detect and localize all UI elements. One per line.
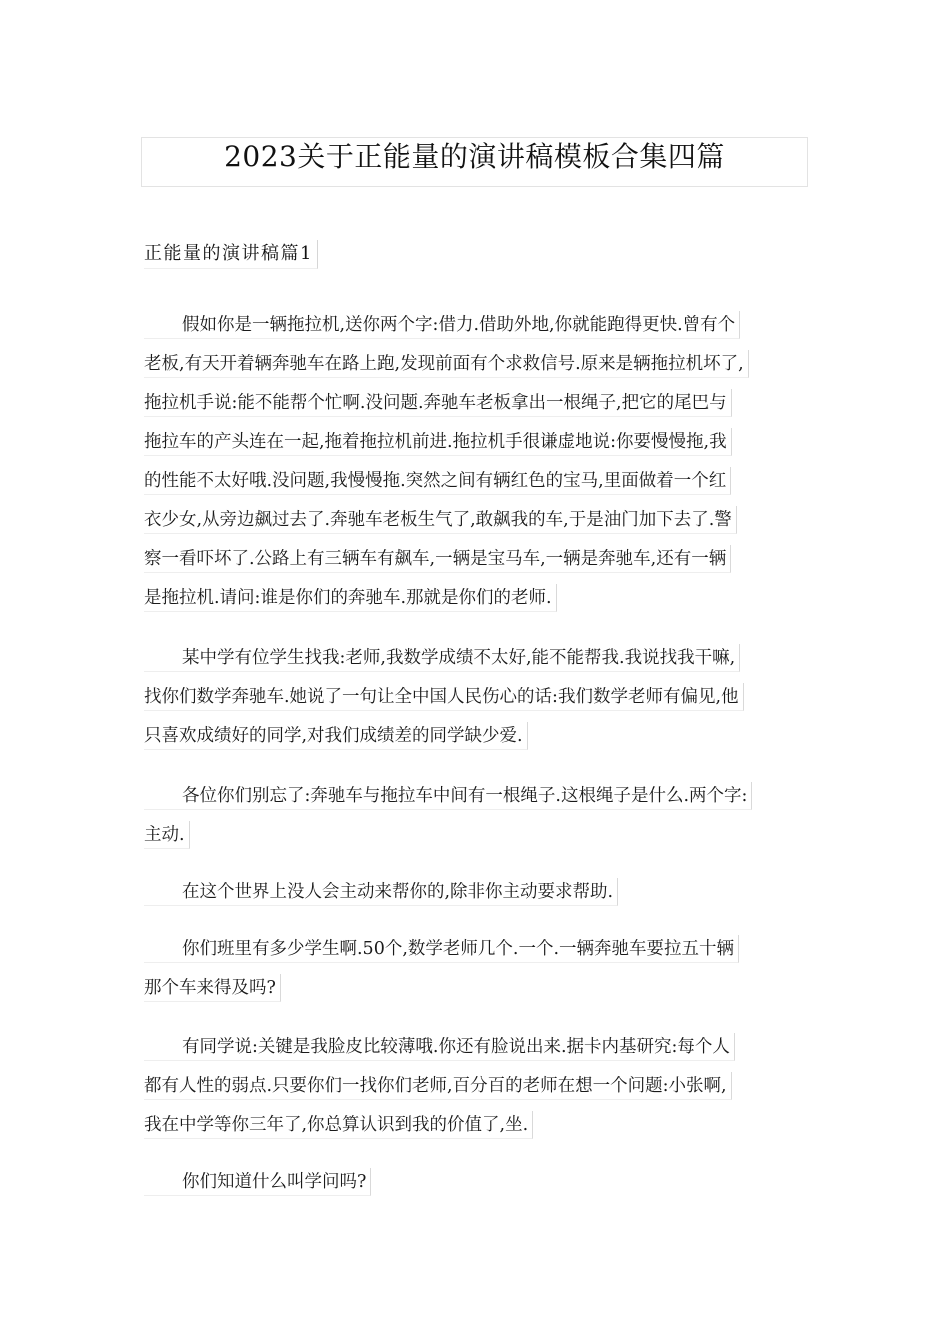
paragraph-6 bbox=[144, 1033, 735, 1150]
document-title: 2023关于正能量的演讲稿模板合集四篇 bbox=[224, 140, 725, 173]
text-line: 你们班里有多少学生啊.50个,数学老师几个.一个.一辆奔驰车要拉五十辆 bbox=[144, 935, 739, 974]
text-line: 是拖拉机.请问:谁是你们的奔驰车.那就是你们的老师. bbox=[144, 584, 749, 623]
text-line: 那个车来得及吗? bbox=[144, 974, 739, 1013]
paragraph-7 bbox=[144, 1168, 371, 1207]
section-heading: 正能量的演讲稿篇1 bbox=[144, 240, 318, 269]
text-line: 我在中学等你三年了,你总算认识到我的价值了,坐. bbox=[144, 1111, 735, 1150]
text-line: 拖拉车的产头连在一起,拖着拖拉机前进.拖拉机手很谦虚地说:你要慢慢拖,我 bbox=[144, 428, 749, 467]
text-line: 有同学说:关键是我脸皮比较薄哦.你还有脸说出来.据卡内基研究:每个人 bbox=[144, 1033, 735, 1072]
text-line: 老板,有天开着辆奔驰车在路上跑,发现前面有个求救信号.原来是辆拖拉机坏了, bbox=[144, 350, 749, 389]
text-line: 你们知道什么叫学问吗? bbox=[144, 1168, 371, 1207]
paragraph-5 bbox=[144, 935, 739, 1013]
paragraph-2 bbox=[144, 644, 744, 761]
paragraph-4 bbox=[144, 878, 618, 917]
text-line: 某中学有位学生找我:老师,我数学成绩不太好,能不能帮我.我说找我干嘛, bbox=[144, 644, 744, 683]
text-line: 在这个世界上没人会主动来帮你的,除非你主动要求帮助. bbox=[144, 878, 618, 917]
text-line: 的性能不太好哦.没问题,我慢慢拖.突然之间有辆红色的宝马,里面做着一个红 bbox=[144, 467, 749, 506]
text-line: 拖拉机手说:能不能帮个忙啊.没问题.奔驰车老板拿出一根绳子,把它的尾巴与 bbox=[144, 389, 749, 428]
paragraph-3 bbox=[144, 782, 752, 860]
text-line: 各位你们别忘了:奔驰车与拖拉车中间有一根绳子.这根绳子是什么.两个字: bbox=[144, 782, 752, 821]
text-line: 都有人性的弱点.只要你们一找你们老师,百分百的老师在想一个问题:小张啊, bbox=[144, 1072, 735, 1111]
text-line: 假如你是一辆拖拉机,送你两个字:借力.借助外地,你就能跑得更快.曾有个 bbox=[144, 311, 749, 350]
text-line: 找你们数学奔驰车.她说了一句让全中国人民伤心的话:我们数学老师有偏见,他 bbox=[144, 683, 744, 722]
text-line: 衣少女,从旁边飙过去了.奔驰车老板生气了,敢飙我的车,于是油门加下去了.警 bbox=[144, 506, 749, 545]
text-line: 察一看吓坏了.公路上有三辆车有飙车,一辆是宝马车,一辆是奔驰车,还有一辆 bbox=[144, 545, 749, 584]
paragraph-1 bbox=[144, 311, 749, 623]
text-line: 只喜欢成绩好的同学,对我们成绩差的同学缺少爱. bbox=[144, 722, 744, 761]
text-line: 主动. bbox=[144, 821, 752, 860]
